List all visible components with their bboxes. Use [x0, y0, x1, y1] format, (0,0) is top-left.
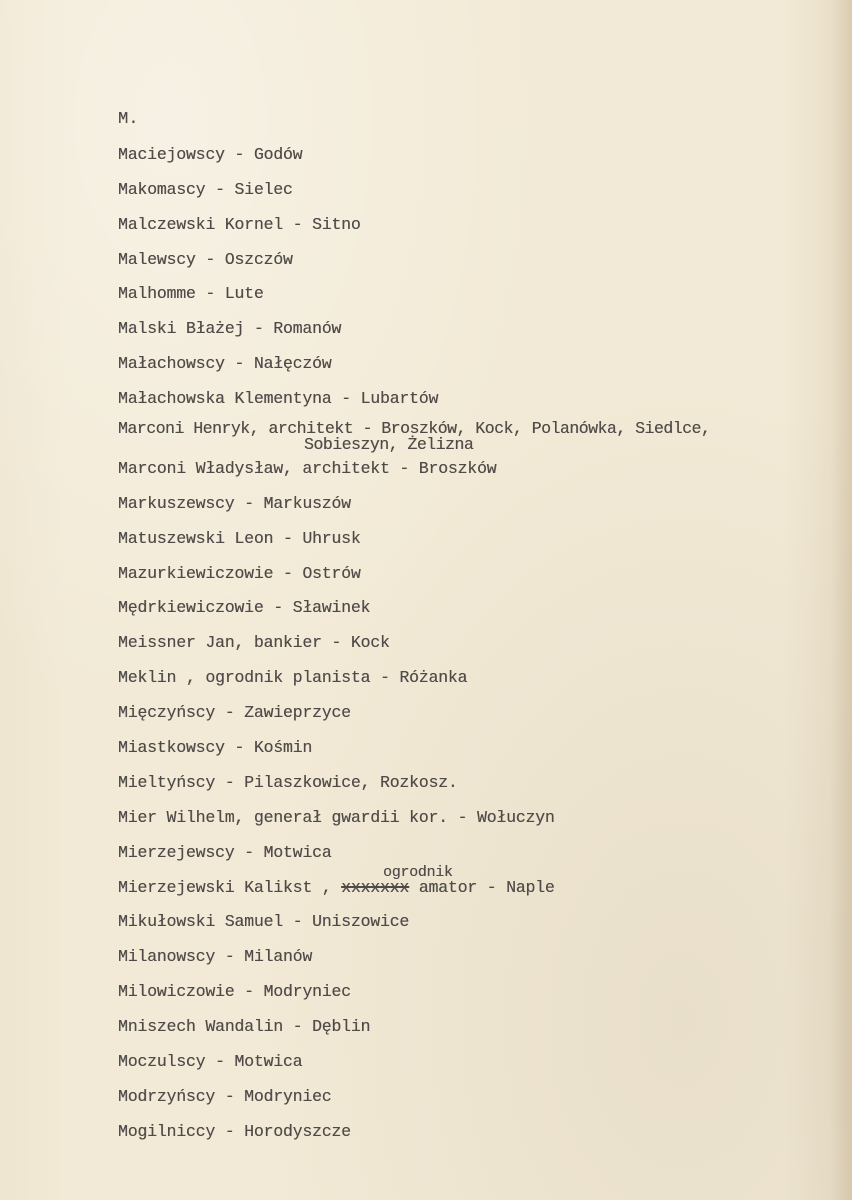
index-entry: Małachowska Klementyna - Lubartów [118, 389, 439, 409]
index-entry: Mieltyńscy - Pilaszkowice, Rozkosz. [118, 772, 458, 792]
index-entry: Maciejowscy - Godów [118, 144, 303, 164]
index-entry: Mogilniccy - Horodyszcze [118, 1121, 351, 1141]
index-entry: Marconi Władysław, architekt - Broszków [118, 458, 497, 478]
entry-line-1: Marconi Henryk, architekt - Broszków, Kock, Polanówka, Siedlce, [118, 419, 711, 439]
index-entry-multiline [118, 417, 838, 455]
index-entry: Milanowscy - Milanów [118, 947, 313, 967]
index-entry: Malczewski Kornel - Sitno [118, 214, 361, 234]
index-entry: Malhomme - Lute [118, 284, 264, 304]
index-entry: Milowiczowie - Modryniec [118, 982, 351, 1002]
entry-line-2: Sobieszyn, Żelizna [304, 435, 474, 455]
index-entry: Mędrkiewiczowie - Sławinek [118, 598, 371, 618]
index-entry: Moczulscy - Motwica [118, 1052, 303, 1072]
index-entry: Meklin , ogrodnik planista - Różanka [118, 668, 468, 688]
index-entry: Markuszewscy - Markuszów [118, 493, 351, 513]
index-entry: Matuszewski Leon - Uhrusk [118, 528, 361, 548]
index-entry: Mięczyńscy - Zawieprzyce [118, 703, 351, 723]
index-entry: Makomascy - Sielec [118, 179, 293, 199]
index-entry: Mierzejewscy - Motwica [118, 842, 332, 862]
index-entry: Malski Błażej - Romanów [118, 319, 342, 339]
index-entry-corrected [118, 863, 838, 906]
index-entry: Modrzyńscy - Modryniec [118, 1086, 332, 1106]
interlinear-insertion: ogrodnik [383, 863, 453, 881]
entry-text-after: amator - Naple [409, 877, 555, 897]
index-entry: Mier Wilhelm, generał gwardii kor. - Wołuczyn [118, 807, 555, 827]
index-entry: Małachowscy - Nałęczów [118, 354, 332, 374]
index-entry: Mniszech Wandalin - Dęblin [118, 1017, 371, 1037]
struck-out-text: xxxxxxx [341, 877, 410, 897]
entry-text-before: Mierzejewski Kalikst , [118, 877, 342, 897]
index-entry: Mikułowski Samuel - Uniszowice [118, 912, 410, 932]
index-entry: Malewscy - Oszczów [118, 249, 293, 269]
index-entries [118, 103, 838, 1150]
index-entry: Miastkowscy - Kośmin [118, 738, 313, 758]
index-entry: Meissner Jan, bankier - Kock [118, 633, 390, 653]
letter-heading: M. [118, 110, 139, 129]
index-entry: Mazurkiewiczowie - Ostrów [118, 563, 361, 583]
